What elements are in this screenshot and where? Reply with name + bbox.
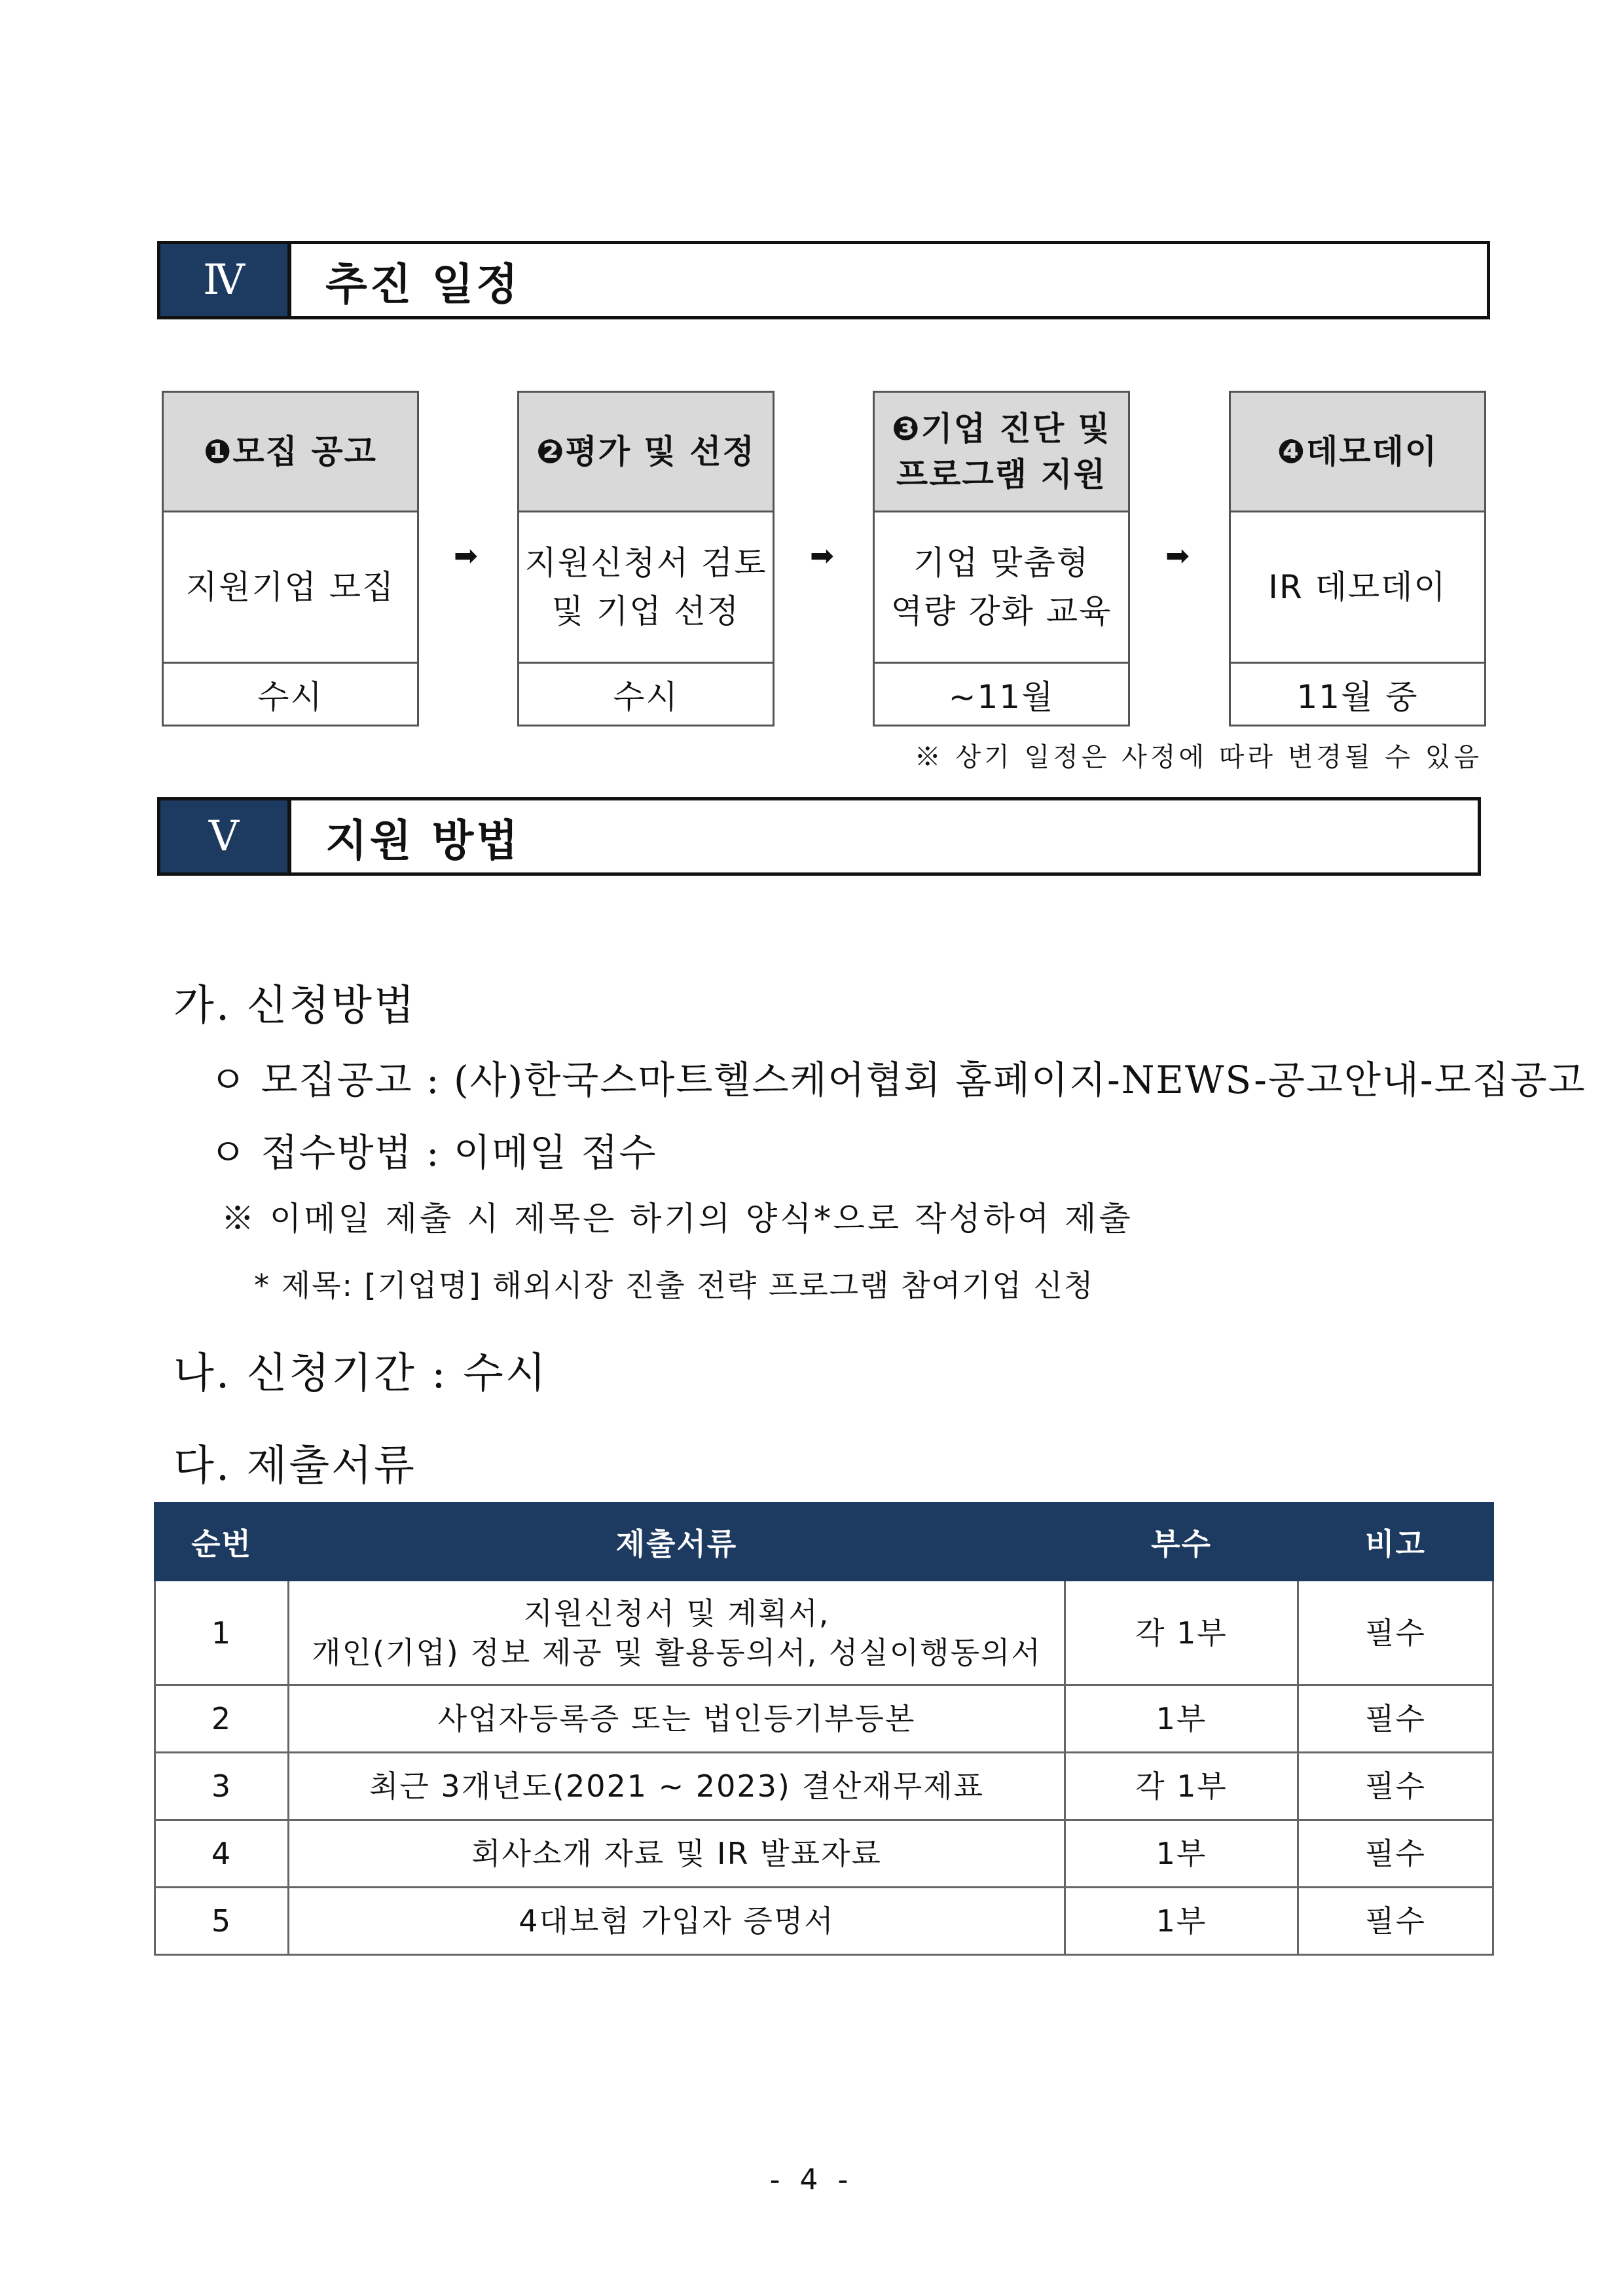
step-1-period: 수시 bbox=[257, 677, 323, 716]
heading-application-period: 나. 신청기간 : 수시 bbox=[173, 1350, 548, 1398]
cell-note: 필수 bbox=[1298, 1888, 1493, 1955]
cell-document: 최근 3개년도(2021 ~ 2023) 결산재무제표 bbox=[289, 1753, 1065, 1820]
arrow-right-icon: ➡ bbox=[810, 539, 834, 573]
cell-no: 1 bbox=[155, 1581, 289, 1685]
step-2-period: 수시 bbox=[613, 677, 679, 716]
cell-document: 사업자등록증 또는 법인등기부등본 bbox=[289, 1685, 1065, 1753]
step-3-period: ~11월 bbox=[948, 677, 1055, 716]
step-4-period: 11월 중 bbox=[1296, 677, 1419, 716]
cell-document: 4대보험 가입자 증명서 bbox=[289, 1888, 1065, 1955]
step-3-title: ❸기업 진단 및 프로그램 지원 bbox=[875, 393, 1128, 512]
step-1-body: 지원기업 모집 bbox=[164, 512, 417, 664]
email-title-note: ※ 이메일 제출 시 제목은 하기의 양식*으로 작성하여 제출 bbox=[221, 1200, 1133, 1238]
section-5-number: Ⅴ bbox=[160, 800, 291, 872]
step-1 bbox=[162, 391, 419, 726]
cell-no: 5 bbox=[155, 1888, 289, 1955]
table-row bbox=[155, 1888, 1493, 1955]
step-4-title: ❹데모데이 bbox=[1231, 393, 1484, 512]
table-header-row bbox=[155, 1503, 1493, 1581]
arrow-right-icon: ➡ bbox=[454, 539, 478, 573]
table-row bbox=[155, 1820, 1493, 1888]
heading-required-documents: 다. 제출서류 bbox=[173, 1442, 416, 1490]
cell-copies: 1부 bbox=[1065, 1685, 1298, 1753]
cell-document: 지원신청서 및 계획서, 개인(기업) 정보 제공 및 활용동의서, 성실이행동의서 bbox=[289, 1581, 1065, 1685]
step-4-body: IR 데모데이 bbox=[1231, 512, 1484, 664]
section-4-number: Ⅳ bbox=[160, 244, 291, 316]
col-header-no: 순번 bbox=[155, 1503, 289, 1581]
table-row bbox=[155, 1685, 1493, 1753]
table-row bbox=[155, 1581, 1493, 1685]
cell-document: 회사소개 자료 및 IR 발표자료 bbox=[289, 1820, 1065, 1888]
col-header-document: 제출서류 bbox=[289, 1503, 1065, 1581]
cell-copies: 각 1부 bbox=[1065, 1753, 1298, 1820]
cell-note: 필수 bbox=[1298, 1581, 1493, 1685]
cell-note: 필수 bbox=[1298, 1820, 1493, 1888]
table-row bbox=[155, 1753, 1493, 1820]
section-4-header bbox=[157, 241, 1490, 319]
cell-no: 4 bbox=[155, 1820, 289, 1888]
arrow-right-icon: ➡ bbox=[1165, 539, 1190, 573]
section-5-header bbox=[157, 797, 1481, 876]
cell-copies: 1부 bbox=[1065, 1888, 1298, 1955]
cell-copies: 1부 bbox=[1065, 1820, 1298, 1888]
step-2-body: 지원신청서 검토 및 기업 선정 bbox=[519, 512, 773, 664]
step-3 bbox=[873, 391, 1130, 726]
cell-no: 2 bbox=[155, 1685, 289, 1753]
bullet-submission-method: ㅇ 접수방법 : 이메일 접수 bbox=[210, 1130, 657, 1175]
cell-copies: 각 1부 bbox=[1065, 1581, 1298, 1685]
cell-note: 필수 bbox=[1298, 1753, 1493, 1820]
col-header-note: 비고 bbox=[1298, 1503, 1493, 1581]
step-1-title: ❶모집 공고 bbox=[164, 393, 417, 512]
documents-table bbox=[154, 1502, 1494, 1956]
heading-application-method: 가. 신청방법 bbox=[173, 982, 416, 1030]
col-header-copies: 부수 bbox=[1065, 1503, 1298, 1581]
schedule-note: ※ 상기 일정은 사정에 따라 변경될 수 있음 bbox=[914, 742, 1482, 772]
cell-note: 필수 bbox=[1298, 1685, 1493, 1753]
step-2 bbox=[517, 391, 775, 726]
section-4-title: 추진 일정 bbox=[325, 259, 521, 310]
section-5-title: 지원 방법 bbox=[325, 815, 521, 866]
step-3-body: 기업 맞춤형 역량 강화 교육 bbox=[875, 512, 1128, 664]
bullet-recruitment-notice: ㅇ 모집공고 : (사)한국스마트헬스케어협회 홈페이지-NEWS-공고안내-모집공고 bbox=[210, 1058, 1586, 1102]
step-4 bbox=[1229, 391, 1486, 726]
step-2-title: ❷평가 및 선정 bbox=[519, 393, 773, 512]
cell-no: 3 bbox=[155, 1753, 289, 1820]
page-number: - 4 - bbox=[769, 2163, 854, 2197]
email-title-format: * 제목: [기업명] 해외시장 진출 전략 프로그램 참여기업 신청 bbox=[254, 1268, 1095, 1303]
